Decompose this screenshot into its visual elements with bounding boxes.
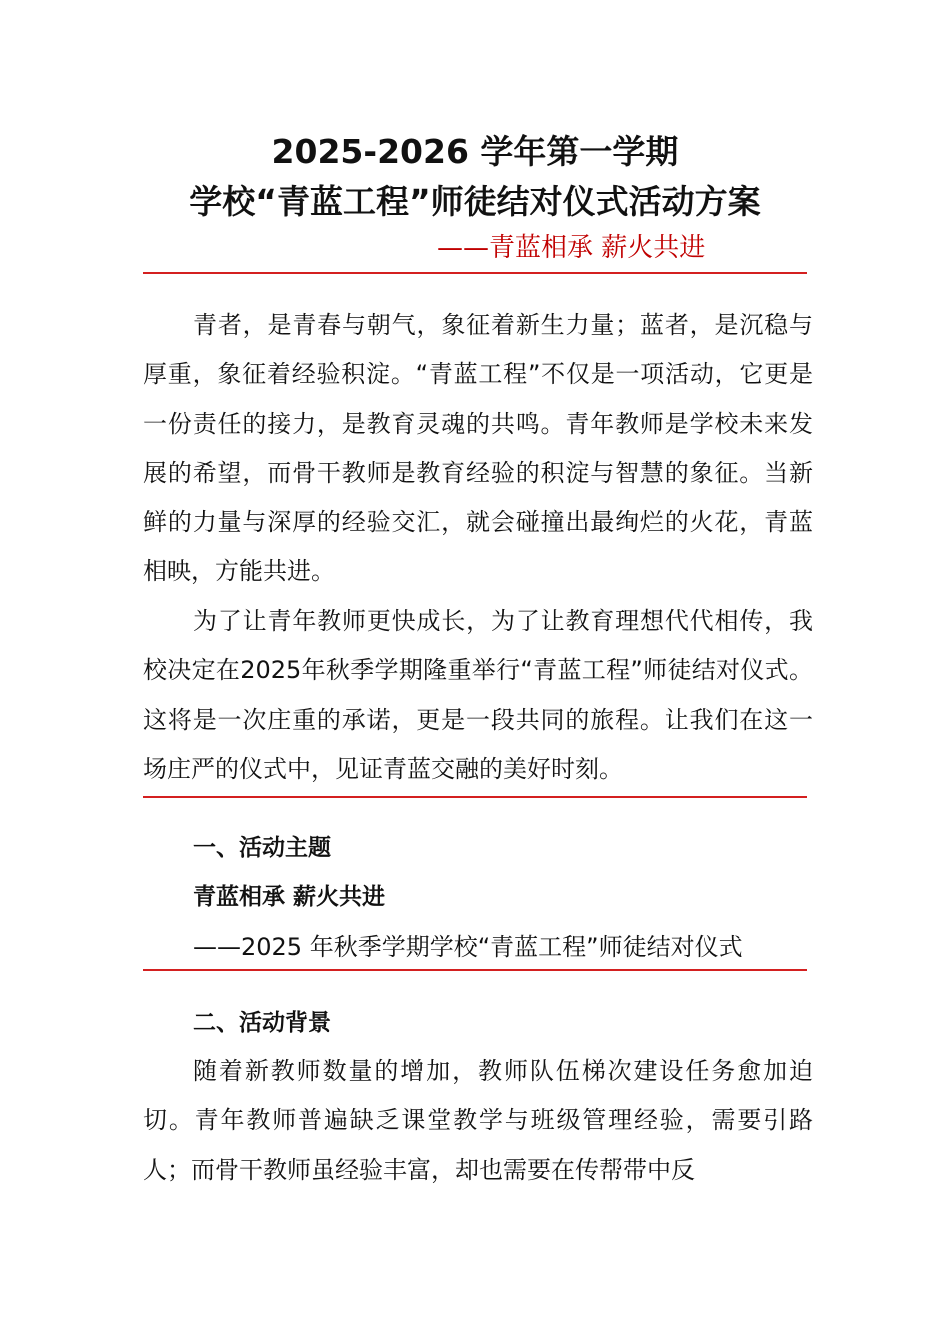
intro-paragraph-1: 青者，是青春与朝气，象征着新生力量；蓝者，是沉稳与厚重，象征着经验积淀。“青蓝工程”不仅是一项活动，它更是一份责任的接力，是教育灵魂的共鸣。青年教师是学校未来发展的希望，而骨干教师是教育经验的积淀与智慧的象征。当新鲜的力量与深厚的经验交汇，就会碰撞出最绚烂的火花，青蓝相映，方能共进。 (143, 311, 813, 586)
section-1-divider (143, 969, 807, 971)
section-1-heading: 一、活动主题 (193, 835, 331, 861)
document-title-line-1: 2025-2026 学年第一学期 (271, 132, 679, 171)
intro-divider (143, 796, 807, 798)
activity-theme-subtitle: ——2025 年秋季学期学校“青蓝工程”师徒结对仪式 (193, 933, 743, 961)
section-2-paragraph: 随着新教师数量的增加，教师队伍梯次建设任务愈加迫切。青年教师普遍缺乏课堂教学与班级管理经验，需要引路人；而骨干教师虽经验丰富，却也需要在传帮带中反 (143, 1057, 813, 1184)
title-divider (143, 272, 807, 274)
section-2-heading: 二、活动背景 (193, 1010, 331, 1036)
intro-paragraph-2: 为了让青年教师更快成长，为了让教育理想代代相传，我校决定在2025年秋季学期隆重举行“青蓝工程”师徒结对仪式。这将是一次庄重的承诺，更是一段共同的旅程。让我们在这一场庄严的仪式中，见证青蓝交融的美好时刻。 (143, 607, 813, 783)
activity-theme: 青蓝相承 薪火共进 (193, 884, 386, 910)
document-subtitle: ——青蓝相承 薪火共进 (437, 233, 706, 263)
document-title-line-2: 学校“青蓝工程”师徒结对仪式活动方案 (189, 182, 761, 221)
